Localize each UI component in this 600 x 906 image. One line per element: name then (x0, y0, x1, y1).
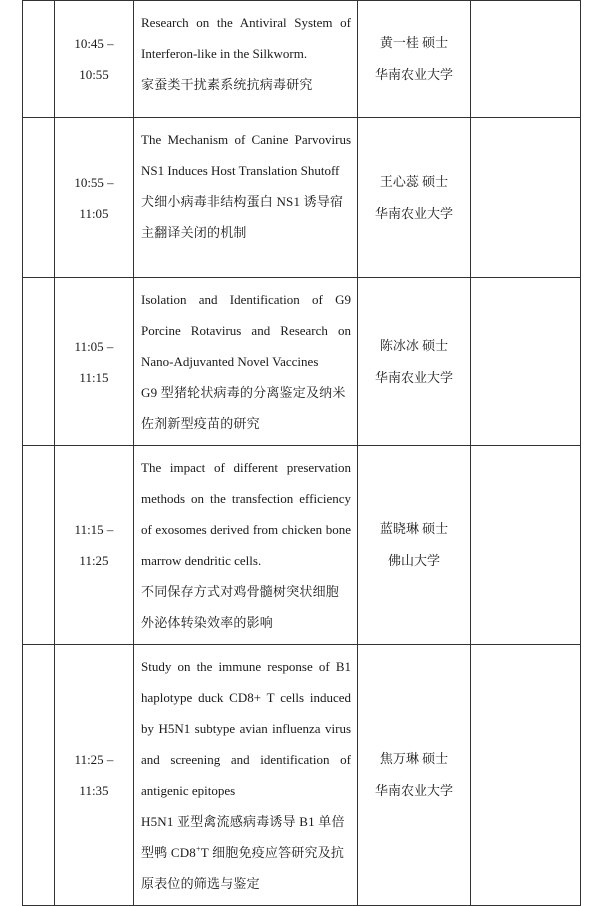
time-end: 10:55 (79, 67, 109, 82)
speaker-name: 焦万琳 硕士 (379, 751, 449, 766)
talk-title-en: The Mechanism of Canine Parvovirus NS1 Induces Host Translation Shutoff (141, 132, 351, 178)
time-cell (55, 645, 134, 906)
talk-title-en: Isolation and Identification of G9 Porcine Rotavirus and Research on Nano-Adjuvanted Novel Vaccines (141, 292, 351, 369)
blank-cell (23, 446, 55, 645)
speaker-name: 蓝晓琳 硕士 (379, 521, 449, 536)
speaker-name: 陈冰冰 硕士 (379, 337, 449, 353)
time-cell (55, 446, 134, 645)
speaker-affiliation: 华南农业大学 (374, 205, 453, 221)
time-cell (55, 1, 134, 118)
speaker-cell (358, 446, 471, 645)
talk-title-cell (134, 1, 358, 118)
talk-title-zh: 不同保存方式对鸡骨髓树突状细胞外泌体转染效率的影响 (141, 584, 340, 630)
talk-title-zh: G9 型猪轮状病毒的分离鉴定及纳米佐剂新型疫苗的研究 (141, 385, 346, 431)
speaker-name: 王心蕊 硕士 (379, 173, 449, 189)
blank-cell (23, 1, 55, 118)
speaker-cell (358, 118, 471, 278)
time-cell (55, 278, 134, 446)
talk-title-cell (134, 118, 358, 278)
blank-cell (471, 278, 581, 446)
schedule-table (22, 0, 581, 906)
talk-title-en: Study on the immune response of B1 haplotype duck CD8+ T cells induced by H5N1 subtype avian influenza virus and screening and identification of antigenic epitopes (141, 659, 351, 798)
time-end: 11:15 (79, 369, 109, 385)
time-start: 11:25 – (74, 752, 114, 767)
speaker-cell (358, 1, 471, 118)
speaker-affiliation: 佛山大学 (387, 553, 440, 568)
blank-cell (23, 278, 55, 446)
talk-title-cell (134, 446, 358, 645)
talk-title-cell (134, 645, 358, 906)
table-row (23, 446, 581, 645)
speaker-affiliation: 华南农业大学 (374, 369, 453, 385)
speaker-cell (358, 278, 471, 446)
blank-cell (471, 118, 581, 278)
blank-cell (471, 645, 581, 906)
talk-title-cell (134, 278, 358, 446)
table-row (23, 1, 581, 118)
speaker-affiliation: 华南农业大学 (374, 783, 453, 798)
table-row (23, 278, 581, 446)
speaker-affiliation: 华南农业大学 (374, 67, 453, 82)
time-end: 11:25 (79, 553, 109, 568)
time-end: 11:05 (79, 205, 109, 221)
blank-cell (23, 118, 55, 278)
talk-title-zh: 家蚕类干扰素系统抗病毒研究 (141, 77, 313, 92)
time-end: 11:35 (79, 783, 109, 798)
speaker-cell (358, 645, 471, 906)
blank-cell (23, 645, 55, 906)
time-start: 10:45 – (74, 36, 114, 51)
time-start: 10:55 – (74, 174, 114, 190)
table-row (23, 645, 581, 906)
time-start: 11:05 – (74, 338, 114, 354)
table-row (23, 118, 581, 278)
blank-cell (471, 1, 581, 118)
talk-title-en: The impact of different preservation methods on the transfection efficiency of exosomes derived from chicken bone marrow dendritic cells. (141, 460, 351, 568)
talk-title-zh: H5N1 亚型禽流感病毒诱导 B1 单倍型鸭 CD8+T 细胞免疫应答研究及抗原表位的筛选与鉴定 (141, 814, 345, 891)
blank-cell (471, 446, 581, 645)
talk-title-en: Research on the Antiviral System of Interferon-like in the Silkworm. (141, 15, 351, 61)
speaker-name: 黄一桂 硕士 (379, 35, 449, 50)
time-cell (55, 118, 134, 278)
time-start: 11:15 – (74, 522, 114, 537)
talk-title-zh: 犬细小病毒非结构蛋白 NS1 诱导宿主翻译关闭的机制 (141, 194, 344, 240)
